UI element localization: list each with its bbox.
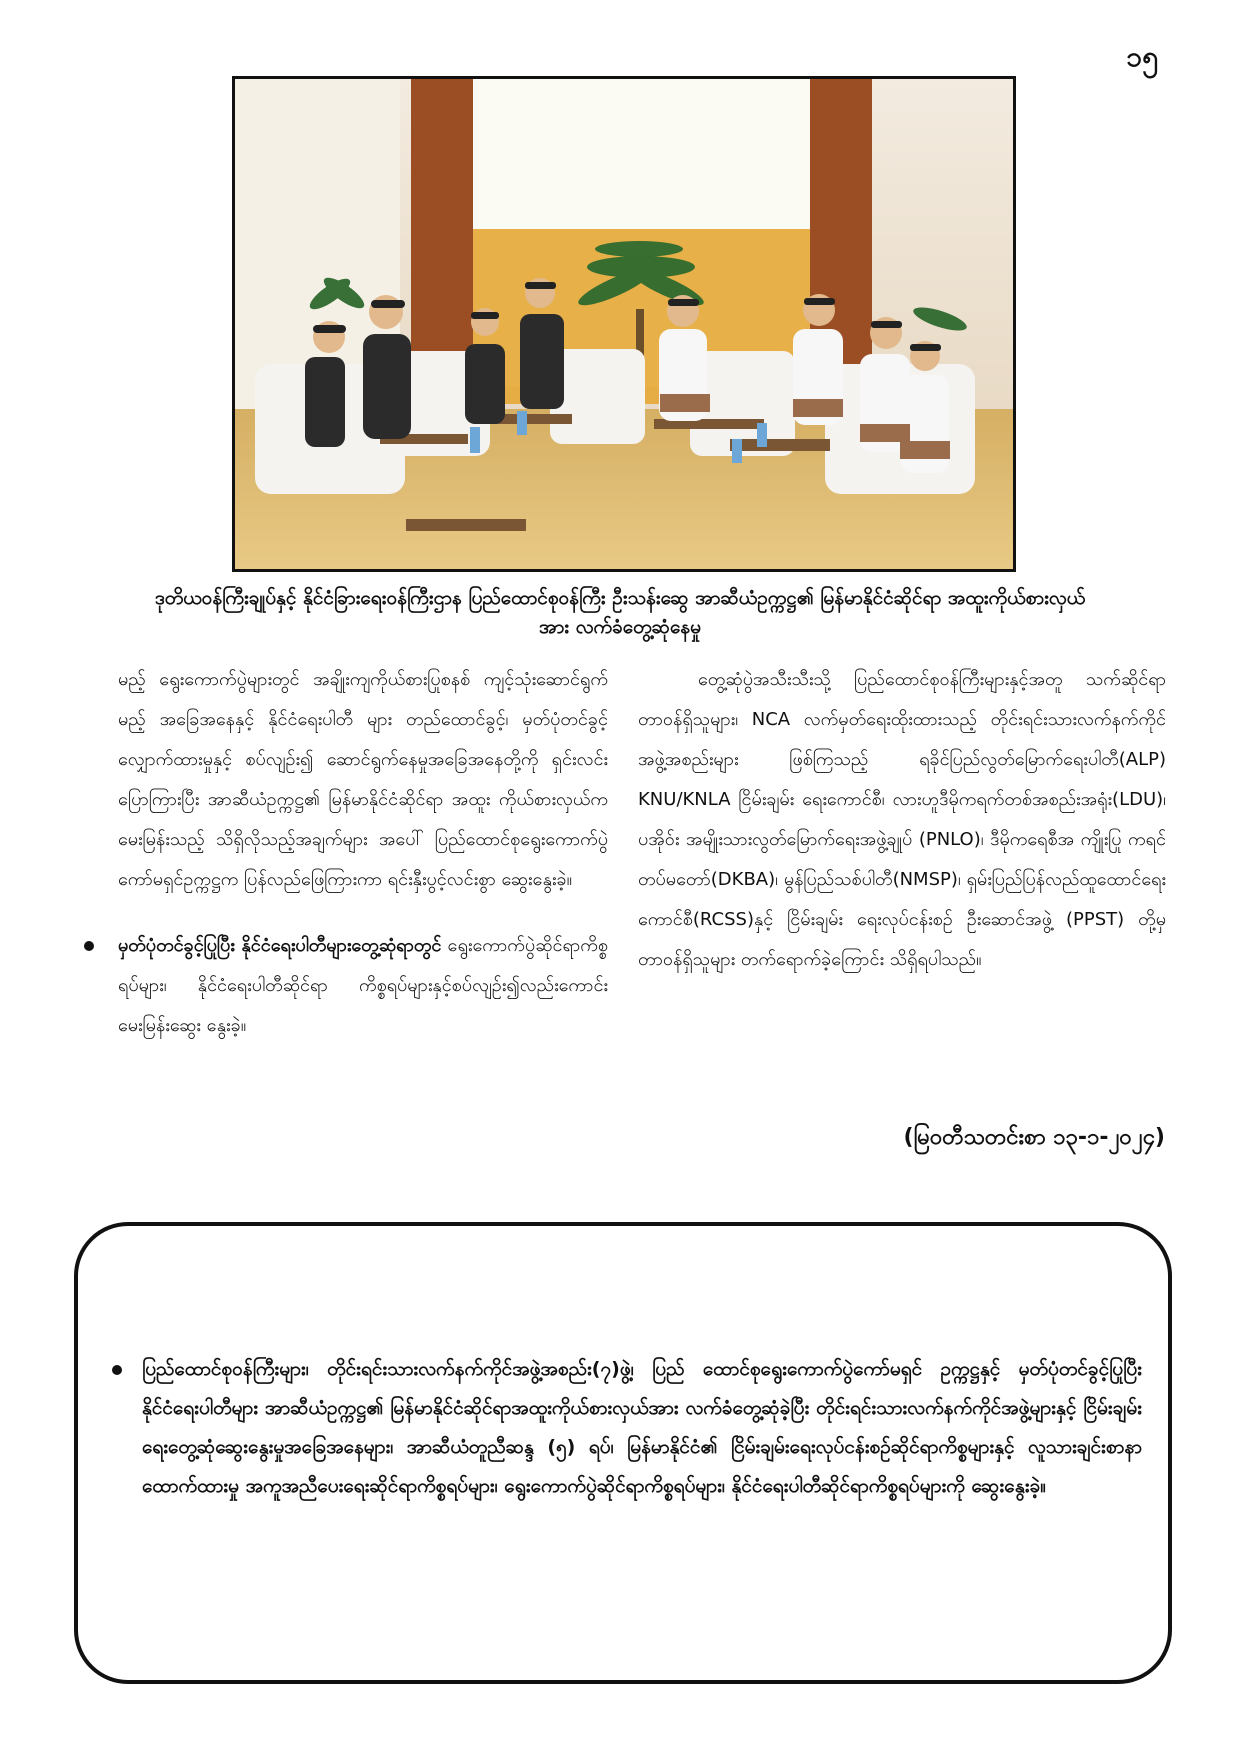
left-bullet-item [118, 926, 608, 1046]
summary-bullet-icon [112, 1365, 122, 1375]
source-citation: (မြဝတီသတင်းစာ ၁၃-၁-၂၀၂၄) [903, 1125, 1165, 1150]
summary-text-block [142, 1350, 1142, 1506]
right-paragraph: တွေ့ဆုံပွဲအသီးသီးသို့ ပြည်ထောင်စုဝန်ကြီးများနှင့်အတူ သက်ဆိုင်ရာတာဝန်ရှိသူများ၊ NCA လက်မှတ်ရေးထိုးထားသည့် တိုင်းရင်းသားလက်နက်ကိုင်အဖွဲ့အစည်းများ ဖြစ်ကြသည့် ရခိုင်ပြည်လွတ်မြောက်ရေးပါတီ(ALP) KNU/KNLA ငြိမ်းချမ်း ရေးကောင်စီ၊ လားဟူဒီမိုကရက်တစ်အစည်းအရုံး(LDU)၊ ပအိုဝ်း အမျိုးသားလွတ်မြောက်ရေးအဖွဲ့ချုပ် (PNLO)၊ ဒီမိုကရေစီအ ကျိုးပြု ကရင်တပ်မတော်(DKBA)၊ မွန်ပြည်သစ်ပါတီ(NMSP)၊ ရှမ်းပြည်ပြန်လည်ထူထောင်ရေးကောင်စီ(RCSS)နှင့် ငြိမ်းချမ်း ရေးလုပ်ငန်းစဉ် ဦးဆောင်အဖွဲ့ (PPST) တို့မှ တာဝန်ရှိသူများ တက်ရောက်ခဲ့ကြောင်း သိရှိရပါသည်။ [638, 669, 1166, 970]
right-column [638, 660, 1166, 980]
photo-caption: ဒုတိယဝန်ကြီးချုပ်နှင့် နိုင်ငံခြားရေးဝန်ကြီးဌာန ပြည်ထောင်စုဝန်ကြီး ဦးသန်းဆွေ အာဆီယံဥက္ကဋ္ဌ၏ မြန်မာနိုင်ငံဆိုင်ရာ အထူးကိုယ်စားလှယ်အား လက်ခံတွေ့ဆုံနေမှု [154, 587, 1086, 638]
bullet-body: ရွေးကောက်ပွဲဆိုင်ရာကိစ္စရပ်များ၊ နိုင်ငံရေးပါတီဆိုင်ရာ ကိစ္စရပ်များနှင့်စပ်လျဉ်း၍လည်းကောင်း မေးမြန်းဆွေး နွေးခဲ့။ [118, 935, 608, 1036]
meeting-photo [232, 76, 1016, 572]
page-number: ၁၅ [1126, 40, 1158, 73]
meeting-photo-illustration [235, 79, 1016, 572]
summary-text: ပြည်ထောင်စုဝန်ကြီးများ၊ တိုင်းရင်းသားလက်နက်ကိုင်အဖွဲ့အစည်း(၇)ဖွဲ့၊ ပြည် ထောင်စုရွေးကောက်ပွဲကော်မရှင် ဥက္ကဋ္ဌနှင့် မှတ်ပုံတင်ခွင့်ပြုပြီး နိုင်ငံရေးပါတီများ အာဆီယံဥက္ကဋ္ဌ၏ မြန်မာနိုင်ငံဆိုင်ရာအထူးကိုယ်စားလှယ်အား လက်ခံတွေ့ဆုံခဲ့ပြီး တိုင်းရင်းသားလက်နက်ကိုင်အဖွဲ့များနှင့် ငြိမ်းချမ်းရေးတွေ့ဆုံဆွေးနွေးမှုအခြေအနေများ၊ အာဆီယံတူညီဆန္ဒ (၅) ရပ်၊ မြန်မာနိုင်ငံ၏ ငြိမ်းချမ်းရေးလုပ်ငန်းစဉ်ဆိုင်ရာကိစ္စများနှင့် လူသားချင်းစာနာထောက်ထားမှု အကူအညီပေးရေးဆိုင်ရာကိစ္စရပ်များ၊ ရွေးကောက်ပွဲဆိုင်ရာကိစ္စရပ်များ၊ နိုင်ငံရေးပါတီဆိုင်ရာကိစ္စရပ်များကို ဆွေးနွေးခဲ့။ [142, 1358, 1142, 1497]
summary-box [74, 1222, 1172, 1684]
left-paragraph: မည့် ရွေးကောက်ပွဲများတွင် အချိုးကျကိုယ်စားပြုစနစ် ကျင့်သုံးဆောင်ရွက်မည့် အခြေအနေနှင့် နိုင်ငံရေးပါတီ များ တည်ထောင်ခွင့်၊ မှတ်ပုံတင်ခွင့်လျှောက်ထားမှုနှင့် စပ်လျဉ်း၍ ဆောင်ရွက်နေမှုအခြေအနေတို့ကို ရှင်းလင်း ပြောကြားပြီး အာဆီယံဥက္ကဋ္ဌ၏ မြန်မာနိုင်ငံဆိုင်ရာ အထူး ကိုယ်စားလှယ်က မေးမြန်းသည့် သိရှိလိုသည့်အချက်များ အပေါ် ပြည်ထောင်စုရွေးကောက်ပွဲကော်မရှင်ဥက္ကဋ္ဌက ပြန်လည်ဖြေကြားကာ ရင်းနှီးပွင့်လင်းစွာ ဆွေးနွေးခဲ့။ [118, 669, 608, 890]
bullet-icon [84, 941, 94, 951]
bullet-title: မှတ်ပုံတင်ခွင့်ပြုပြီး နိုင်ငံရေးပါတီများတွေ့ဆုံရာတွင် [118, 935, 442, 956]
left-column [118, 660, 608, 1046]
